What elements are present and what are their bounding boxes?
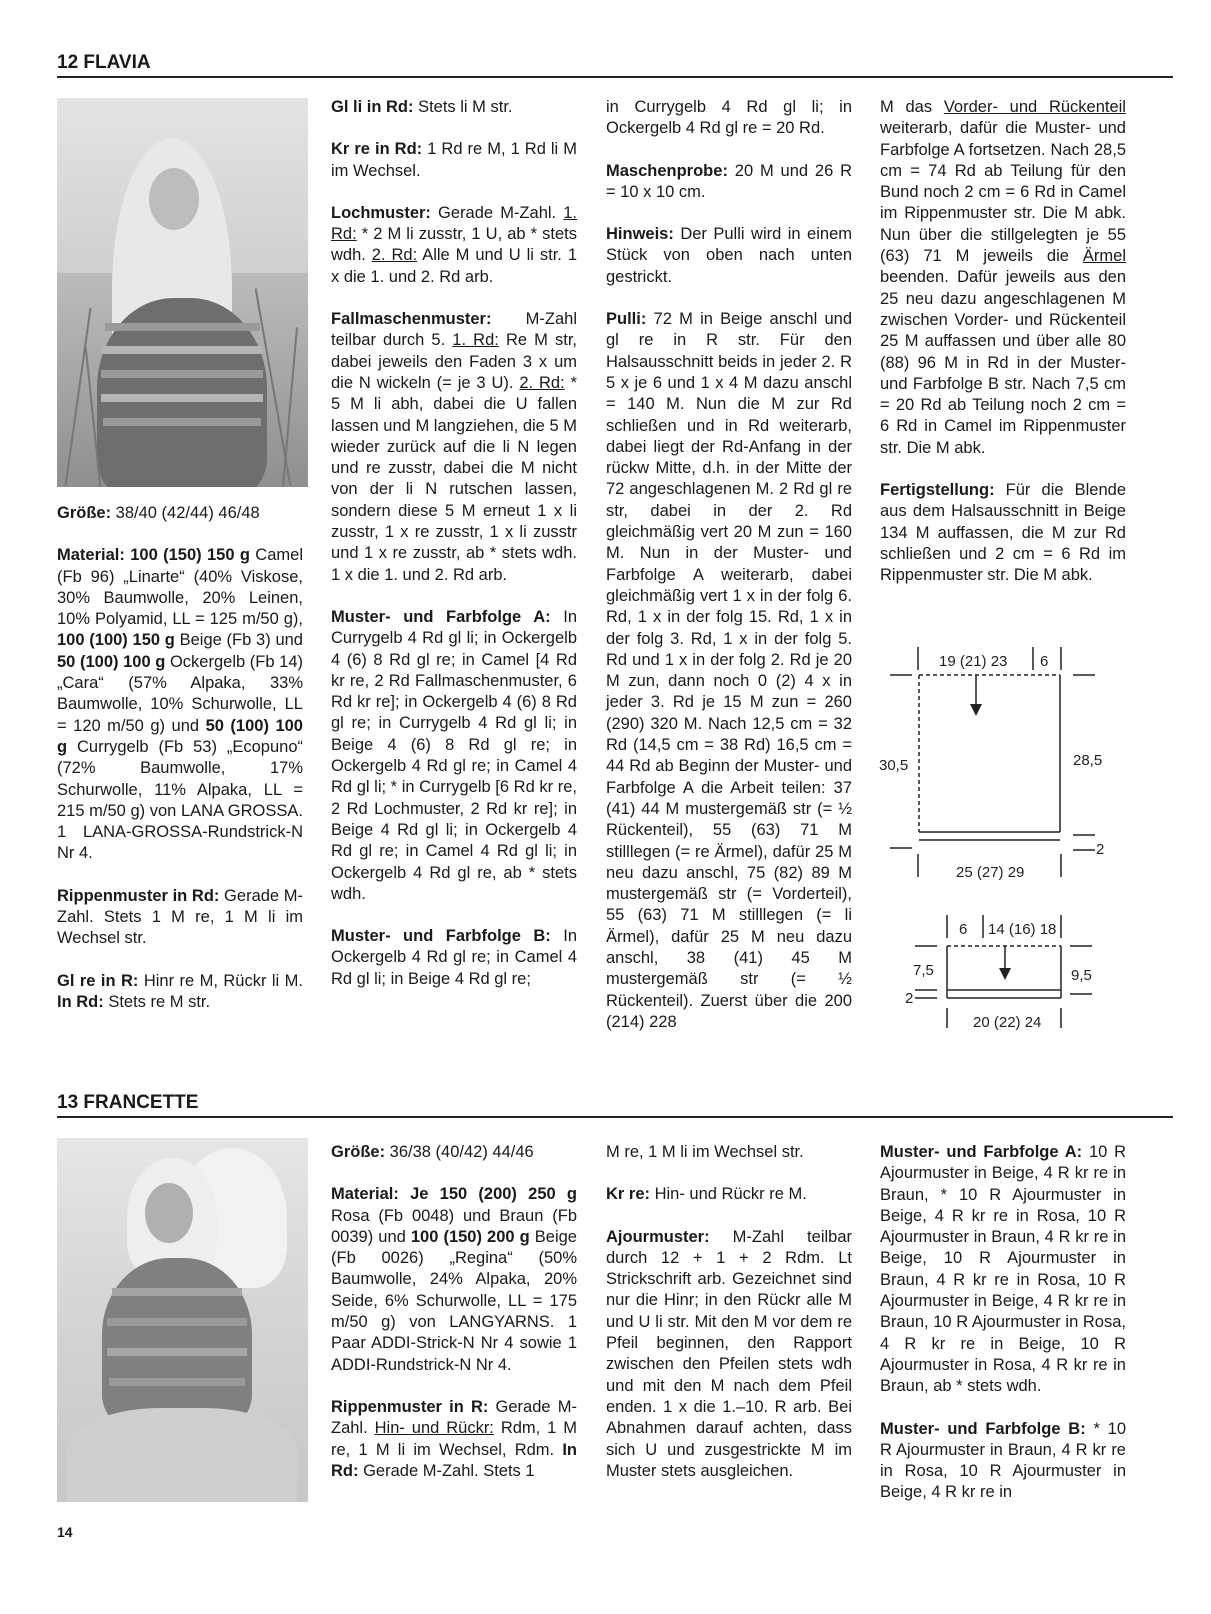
bold-term: Fallmaschenmuster: [331, 310, 492, 329]
text-run: M-Zahl teilbar durch 5. [331, 310, 577, 350]
paragraph [606, 224, 852, 288]
paragraph [606, 1227, 852, 1483]
text-run: * 2 M li zusstr, 1 U, ab * stets wdh. [331, 225, 577, 265]
arrow-down-icon [970, 704, 982, 716]
photo-flavia [57, 98, 308, 487]
underlined-term: Hin- und Rückr: [374, 1419, 494, 1438]
paragraph [606, 1142, 852, 1163]
page-number: 14 [57, 1524, 73, 1540]
paragraph [331, 203, 577, 288]
flavia-column-1 [57, 503, 303, 1034]
bold-term: Pulli: [606, 310, 647, 329]
text-run: in Currygelb 4 Rd gl li; in Ockergelb 4 Rd gl re = 20 Rd. [606, 98, 852, 138]
sleeve-bottom-left-label: 2 [905, 990, 914, 1007]
paragraph [331, 309, 577, 586]
bold-term: Muster- und Farbfolge A: [331, 607, 551, 626]
sleeve-right-label: 9,5 [1071, 967, 1092, 984]
text-run: * 5 M li abh, dabei die U fallen lassen und M langziehen, die 5 M wieder zurück auf die li N legen und re zusstr, dabei die M nicht von der li N rutschen lassen, sondern diese 5 M erneut 1 x li zusstr, 1 x re zusstr, 1 x li zusstr und 1 x re zusstr, ab * stets wdh. 1 x die 1. und 2. Rd arb. [331, 373, 577, 584]
bold-term: In Rd: [331, 1440, 577, 1480]
text-run: 10 R Ajourmuster in Beige, 4 R kr re in Braun, * 10 R Ajourmuster in Beige, 4 R kr re in Rosa, 10 R Ajourmuster in Braun, 4 R kr re in Beige, 10 R Ajourmuster in Braun, 4 R kr re in Rosa, 10 R Ajourmuster in Beige, 4 R kr re in Braun, 10 R Ajourmuster in Rosa, 4 R kr re in Beige, 10 R Ajourmuster in Rosa, 4 R kr re in Braun, ab * stets wdh. [880, 1143, 1126, 1396]
francette-column-2 [606, 1142, 852, 1503]
bold-term: Kr re: [606, 1185, 651, 1204]
text-run: M re, 1 M li im Wechsel str. [606, 1143, 804, 1161]
paragraph [331, 607, 577, 905]
underlined-term: Ärmel [1082, 247, 1126, 266]
text-run: Rdm, 1 M re, 1 M li im Wechsel, Rdm. [331, 1419, 577, 1459]
text-run: Beige (Fb 0026) „Regina“ (50% Baumwolle, 24% Alpaka, 20% Seide, 6% Schurwolle, LL = 175 m/50 g) von LANGYARNS. 1 Paar ADDI-Strick-N Nr 4 sowie 1 ADDI-Rundstrick-N Nr 4. [331, 1227, 577, 1374]
bold-term: 50 (100) 100 g [57, 716, 303, 756]
paragraph [331, 1184, 577, 1376]
paragraph [331, 1142, 577, 1163]
bold-term: Ajourmuster: [606, 1227, 710, 1246]
text-run: 1 Rd re M, 1 Rd li M im Wechsel. [331, 140, 577, 180]
francette-column-1 [331, 1142, 577, 1503]
bold-term: Maschenprobe: [606, 161, 728, 180]
paragraph [880, 97, 1126, 459]
text-run: Currygelb (Fb 53) „Ecopuno“ (72% Baumwolle, 17% Schurwolle, 11% Alpaka, LL = 215 m/50 g) von LANA GROSSA. 1 LANA-GROSSA-Rundstrick-N Nr 4. [57, 737, 303, 863]
bold-term: Gl li in Rd: [331, 98, 414, 116]
bold-term: In Rd: [57, 992, 104, 1011]
text-run: In Currygelb 4 Rd gl li; in Ockergelb 4 (6) 8 Rd gl re; in Camel [4 Rd kr re, 2 Rd Fallmaschenmuster, 6 Rd kr re]; in Ockergelb 4 (6) 8 Rd gl re; in Currygelb 4 Rd gl li; in Beige 4 (6) 8 Rd gl re; in Ockergelb 4 Rd gl re; in Camel 4 Rd gl li; * in Currygelb [6 Rd kr re, 2 Rd Lochmuster, 2 Rd kr re]; in Beige 4 Rd gl li; in Ockergelb 4 Rd gl re; in Camel 4 Rd gl li; in Ockergelb 4 Rd gl re, ab * stets wdh. [331, 607, 577, 903]
text-run: 36/38 (40/42) 44/46 [385, 1143, 534, 1161]
bold-term: Lochmuster: [331, 203, 431, 222]
underlined-term: Vorder- und Rückenteil [943, 98, 1126, 116]
paragraph [606, 309, 852, 1033]
body-left-label: 30,5 [879, 757, 909, 774]
flavia-column-3 [606, 97, 852, 1054]
section-title-francette: 13 FRANCETTE [57, 1092, 1173, 1118]
text-run: Beige (Fb 3) und [174, 631, 303, 650]
paragraph [880, 1419, 1126, 1504]
body-top-label: 19 (21) 23 [939, 653, 1008, 670]
sleeve-bottom-label: 20 (22) 24 [973, 1014, 1042, 1031]
text-run: 20 M und 26 R = 10 x 10 cm. [606, 161, 852, 201]
text-run: Hin- und Rückr re M. [650, 1185, 807, 1204]
paragraph [606, 97, 852, 140]
bold-term: Fertigstellung: [880, 481, 995, 500]
flavia-column-2 [331, 97, 577, 1011]
underlined-term: 2. Rd: [519, 373, 565, 392]
text-run: 72 M in Beige anschl und gl re in R str. Für den Halsausschnitt beids in jeder 2. R 5 x je 6 und 1 x 4 M dazu anschl = 140 M. Nun die M zur Rd schließen und in Rd weiterarb, dabei liegt der Rd-Anfang in der rückw Mitte, d.h. in der Mitte der 72 angeschlagenen M. 2 Rd gl re str, dabei in der 2. Rd gleichmäßig vert 20 M zun = 160 M. Nun in der Muster- und Farbfolge A weiterarb, dabei gleichmäßig vert 1 x in der folg 6. Rd, 1 x in der folg 15. Rd, 1 x in der folg 3. Rd, 1 x in der folg 5. Rd und 1 x in der folg 2. Rd je 20 M zun, dann noch 0 (2) 4 x in jeder 3. Rd je 15 M zun = 260 (290) 320 M. Nach 12,5 cm = 32 Rd (14,5 cm = 38 Rd) 16,5 cm = 44 Rd ab Beginn der Muster- und Farbfolge A die Arbeit teilen: 37 (41) 44 M mustergemäß str (= ½ Rückenteil), 55 (63) 71 M stilllegen (= re Ärmel), dafür 25 M neu dazu anschl, 75 (82) 89 M mustergemäß str (= Vorderteil), 55 (63) 71 M stilllegen (= li Ärmel), dafür 25 M neu dazu anschl, 38 (41) 45 M mustergemäß str (= ½ Rückenteil). Zuerst über die 200 (214) 228 [606, 310, 852, 1031]
text-run: M das [880, 98, 944, 116]
bold-term: Muster- und Farbfolge B: [331, 927, 551, 946]
body-right-label: 28,5 [1073, 752, 1103, 769]
text-run: Für die Blende aus dem Halsausschnitt in Beige 134 M auffassen, die M zur Rd schließen und 2 cm = 6 Rd im Rippenmuster str. Die M abk. [880, 481, 1126, 585]
bold-term: Kr re in Rd: [331, 140, 423, 159]
paragraph [57, 886, 303, 950]
bold-term: Rippenmuster in R: [331, 1397, 489, 1416]
text-run: 38/40 (42/44) 46/48 [111, 504, 260, 522]
bold-term: Muster- und Farbfolge B: [880, 1419, 1086, 1438]
bold-term: Gl re in R: [57, 971, 139, 990]
paragraph [57, 545, 303, 864]
bold-term: 50 (100) 100 g [57, 652, 166, 671]
bold-term: Rippenmuster in Rd: [57, 886, 220, 905]
text-run: * 10 R Ajourmuster in Braun, 4 R kr re in Rosa, 10 R Ajourmuster in Beige, 4 R kr re in [880, 1419, 1127, 1502]
bold-term: Material: Je 150 (200) 250 g [331, 1185, 577, 1204]
text-run: Stets li M str. [413, 98, 513, 116]
bold-term: Material: 100 (150) 150 g [57, 546, 250, 565]
text-run: Stets re M str. [103, 992, 211, 1011]
bold-term: Größe: [57, 504, 112, 522]
arrow-down-icon [999, 968, 1011, 980]
text-run: M-Zahl teilbar durch 12 + 1 + 2 Rdm. Lt Strickschrift arb. Gezeichnet sind nur die Hinr; in den Rückr alle M und U li str. Mit den M vor dem re Pfeil beginnen, den Rapport zwischen den Pfeilen stets wdh und mit den M nach dem Pfeil enden. 1 x die 1.–10. R arb. Bei Abnahmen darauf achten, dass sich U und zusgestrickte M im Muster stets ausgleichen. [606, 1227, 852, 1480]
text-run: Gerade M-Zahl. Stets 1 [358, 1461, 535, 1480]
paragraph [331, 139, 577, 182]
paragraph [331, 1397, 577, 1482]
body-schematic-diagram [875, 642, 1125, 887]
underlined-term: 1. Rd: [452, 331, 499, 350]
paragraph [331, 926, 577, 990]
text-run: Ockergelb (Fb 14) „Cara“ (57% Alpaka, 33% Baumwolle, 10% Schurwolle, LL = 120 m/50 g) und [57, 652, 303, 735]
flavia-column-4 [880, 97, 1126, 608]
text-run: Gerade M-Zahl. [430, 203, 564, 222]
paragraph [880, 1142, 1126, 1398]
underlined-term: 1. Rd: [331, 203, 577, 244]
paragraph [880, 480, 1126, 586]
text-run: Gerade M-Zahl. [331, 1397, 577, 1438]
sleeve-top-left-label: 6 [959, 921, 968, 938]
paragraph [331, 97, 577, 118]
sleeve-left-label: 7,5 [913, 962, 934, 979]
body-top-right-label: 6 [1040, 653, 1049, 670]
bold-term: Hinweis: [606, 225, 674, 244]
underlined-term: 2. Rd: [371, 246, 418, 265]
bold-term: 100 (100) 150 g [57, 631, 175, 650]
paragraph [606, 1184, 852, 1205]
text-run: Hinr re M, Rückr li M. [138, 971, 303, 990]
text-run: Camel (Fb 96) „Linarte“ (40% Viskose, 30% Baumwolle, 20% Leinen, 10% Polyamid, LL = 125 m/50 g), [57, 546, 303, 629]
text-run: beenden. Dafür jeweils aus den 25 neu dazu angeschlagenen M zwischen Vorder- und Rückenteil 25 M auffassen und über alle 80 (88) 96 M in Rd in der Muster- und Farbfolge B str. Nach 7,5 cm = 20 Rd ab Teilung noch 2 cm = 6 Rd in Camel im Rippenmuster str. Die M abk. [880, 268, 1126, 457]
body-bottom-right-label: 2 [1096, 841, 1105, 858]
bold-term: Größe: [331, 1143, 386, 1161]
text-run: Alle M und U li str. 1 x die 1. und 2. Rd arb. [331, 246, 577, 286]
body-bottom-label: 25 (27) 29 [956, 864, 1025, 881]
text-run: weiterarb, dafür die Muster- und Farbfolge A fortsetzen. Nach 28,5 cm = 74 Rd ab Teilung für den Bund noch 2 cm = 6 Rd in Camel im Rippenmuster str. Die M abk. Nun über die stillgelegten je 55 (63) 71 M jeweils die [880, 119, 1126, 266]
sleeve-top-label: 14 (16) 18 [988, 921, 1057, 938]
text-run: Rosa (Fb 0048) und Braun (Fb 0039) und [331, 1206, 577, 1246]
paragraph [57, 503, 303, 524]
text-run: Der Pulli wird in einem Stück von oben nach unten gestrickt. [606, 225, 852, 286]
paragraph [57, 971, 303, 1014]
bold-term: 100 (150) 200 g [410, 1227, 530, 1246]
francette-column-3 [880, 1142, 1126, 1525]
bold-term: Muster- und Farbfolge A: [880, 1143, 1083, 1161]
section-title-flavia: 12 FLAVIA [57, 52, 1173, 78]
text-run: In Ockergelb 4 Rd gl re; in Camel 4 Rd gl li; in Beige 4 Rd gl re; [331, 927, 577, 988]
paragraph [606, 161, 852, 204]
text-run: Re M str, dabei jeweils den Faden 3 x um die N wickeln (= je 3 U). [331, 331, 577, 392]
sleeve-schematic-diagram [895, 910, 1105, 1035]
photo-francette [57, 1138, 308, 1502]
text-run: Gerade M-Zahl. Stets 1 M re, 1 M li im Wechsel str. [57, 886, 303, 948]
